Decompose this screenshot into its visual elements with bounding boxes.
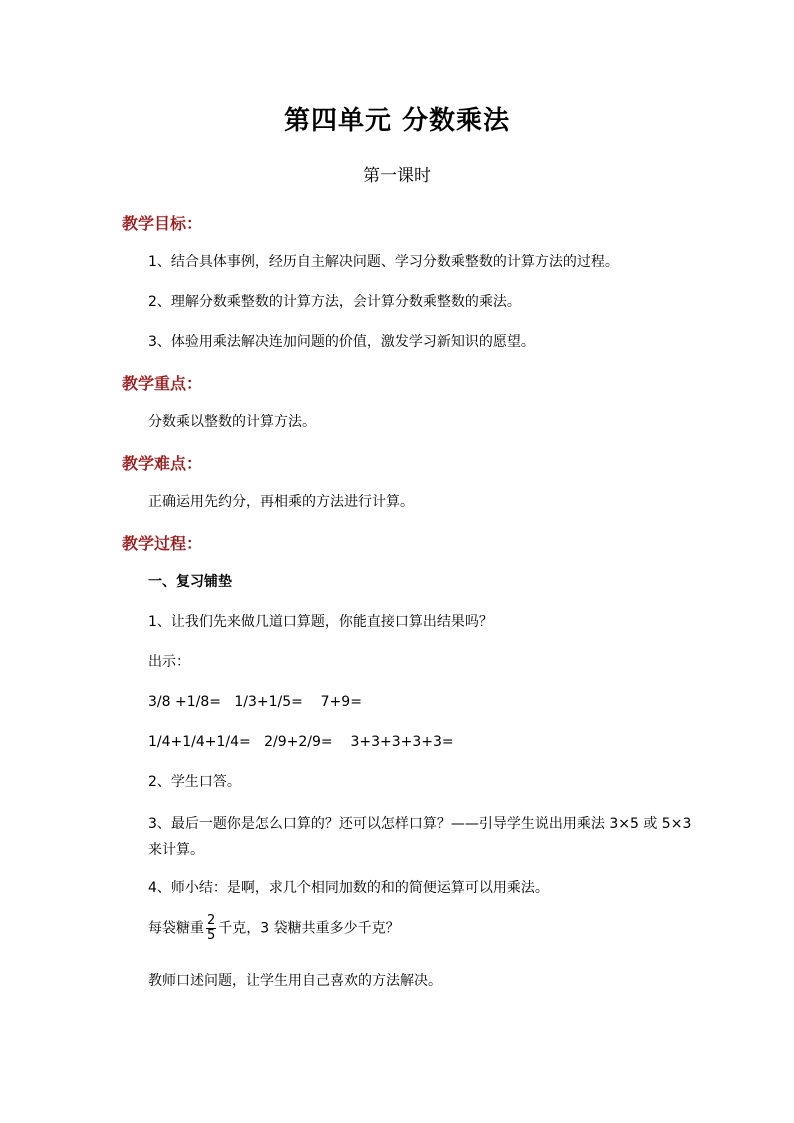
goals-heading: 教学目标： bbox=[122, 214, 203, 233]
word-problem bbox=[148, 914, 400, 943]
difficulty-text: 正确运用先约分，再相乘的方法进行计算。 bbox=[148, 494, 414, 510]
word-problem-before: 每袋糖重 bbox=[148, 920, 204, 937]
process-paragraph-9: 教师口述问题，让学生用自己喜欢的方法解决。 bbox=[148, 973, 442, 989]
fraction-denominator: 5 bbox=[207, 928, 216, 943]
part1-title: 一、复习铺垫 bbox=[148, 574, 232, 590]
goal-item-3: 3、体验用乘法解决连加问题的价值，激发学习新知识的愿望。 bbox=[148, 334, 535, 350]
process-paragraph-5: 2、学生口答。 bbox=[148, 774, 241, 790]
oral-calc-line-2: 1/4+1/4+1/4= 2/9+2/9= 3+3+3+3+3= bbox=[148, 734, 454, 750]
word-problem-after: 千克，3 袋糖共重多少千克？ bbox=[218, 920, 400, 937]
key-point-text: 分数乘以整数的计算方法。 bbox=[148, 414, 316, 430]
process-heading: 教学过程： bbox=[122, 534, 203, 553]
goal-item-2: 2、理解分数乘整数的计算方法，会计算分数乘整数的乘法。 bbox=[148, 294, 521, 310]
goal-item-1: 1、结合具体事例，经历自主解决问题、学习分数乘整数的计算方法的过程。 bbox=[148, 254, 619, 270]
document-title: 第四单元 分数乘法 bbox=[283, 106, 511, 136]
document-subtitle: 第一课时 bbox=[363, 166, 431, 186]
process-paragraph-1: 1、让我们先来做几道口算题，你能直接口算出结果吗？ bbox=[148, 614, 493, 630]
fraction-numerator: 2 bbox=[207, 913, 216, 928]
process-paragraph-7: 4、师小结：是啊，求几个相同加数的和的简便运算可以用乘法。 bbox=[148, 880, 549, 896]
key-point-heading: 教学重点： bbox=[122, 374, 203, 393]
difficulty-heading: 教学难点： bbox=[122, 454, 203, 473]
process-paragraph-2: 出示： bbox=[148, 654, 190, 670]
oral-calc-line-1: 3/8 +1/8= 1/3+1/5= 7+9= bbox=[148, 694, 362, 710]
process-paragraph-6: 3、最后一题你是怎么口算的？还可以怎样口算？——引导学生说出用乘法 3×5 或 5×3 来计算。 bbox=[148, 816, 692, 858]
fraction bbox=[206, 914, 216, 943]
